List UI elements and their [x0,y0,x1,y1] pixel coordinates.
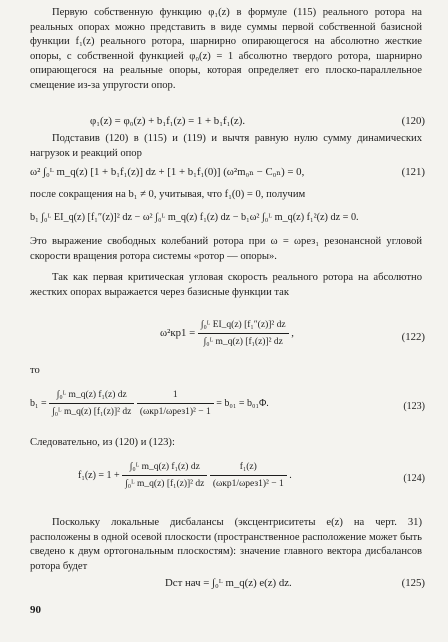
fraction-denominator: ∫₀ᴸ m_q(z) [f₁(z)]² dz [125,479,205,489]
fraction [49,388,134,419]
equation-body [160,318,294,349]
fraction [122,460,207,491]
paragraph-substitution: Подставив (120) в (115) и (119) и вычтя равную нулю сумму динамических нагрузок и реакций опор [30,133,422,159]
equation-body: b₁ ∫₀ᴸ EI_q(z) [f₁″(z)]² dz − ω² ∫₀ᴸ m_q(z) f₁(z) dz − b₁ω² ∫₀ᴸ m_q(z) f₁²(z) dz = 0. [30,212,359,223]
equation-number: (121) [401,166,425,178]
equation-mid: = b₀₁ [216,397,237,409]
paragraph-then: то [30,365,40,376]
equation-body [78,460,292,491]
equation-body: Dст нач = ∫₀ᴸ m_q(z) e(z) dz. [165,577,292,589]
equation-number: (120) [401,115,425,127]
fraction [210,460,287,491]
equation-number: (122) [401,331,425,343]
paragraph-critical-speed: Так как первая критическая угловая скорость реального ротора на абсолютно жестких опорах выражается через базисные функции так [30,272,422,298]
fraction-numerator: 1 [137,388,214,404]
page-number: 90 [30,604,41,616]
paragraph-hence: Следовательно, из (120) и (123): [30,437,175,448]
equation-lhs: ω²кр1 = [160,326,196,339]
paragraph-local-unbalance: Поскольку локальные дисбалансы (эксцентриситеты e(z) на черт. 31) расположены в одной осевой плоскости (пространственное расположение может быть сведено к двум ортогональным плоскостям): значение главного вектора дисбалансов ротора будет [30,517,422,572]
equation-123 [30,388,425,428]
equation-124 [30,460,425,500]
equation-tail: . [289,469,292,481]
fraction-numerator: ∫₀ᴸ EI_q(z) [f₁″(z)]² dz [198,318,289,334]
fraction [198,318,289,349]
paragraph-reduction: после сокращения на b₁ ≠ 0, учитывая, что f₁(0) = 0, получим [30,189,306,200]
equation-tail: = b₀₁Φ. [238,397,269,409]
equation-lhs: f₁(z) = 1 + [78,469,120,481]
fraction-denominator: ∫₀ᴸ m_q(z) [f₁(z)]² dz [203,337,283,347]
fraction-denominator: (ωкр1/ωрез1)² − 1 [139,407,211,417]
equation-tail: , [291,326,294,339]
fraction-numerator: ∫₀ᴸ m_q(z) f₁(z) dz [49,388,134,404]
equation-122 [30,318,425,358]
fraction [137,388,214,419]
fraction-denominator: (ωкр1/ωрез1)² − 1 [212,479,284,489]
paragraph-eigenfunction: Первую собственную функцию φ₁(z) в формуле (115) реального ротора на реальных опорах можно представить в виде суммы первой собственной базисной функции f₁(z) реального ротора, шарнирно опирающегося на абсолютно жесткие опоры, с собственной функцией φ₀(z) = 1 абсолютно твердого ротора, шарнирно опирающегося на реальные опоры, которая определяет его плоско-параллельное смещение из-за упругости опор. [30,7,422,91]
equation-body: ω² ∫₀ᴸ m_q(z) [1 + b₁f₁(z)] dz + [1 + b₁f₁(0)] (ω²m₀ₙ − C₀ₙ) = 0, [30,166,305,178]
fraction-denominator: ∫₀ᴸ m_q(z) [f₁(z)]² dz [52,407,132,417]
equation-number: (123) [403,401,425,412]
paragraph-resonance: Это выражение свободных колебаний ротора при ω = ωрез₁ резонансной угловой скорости вращения ротора системы «ротор — опоры». [30,236,422,262]
equation-number: (125) [401,577,425,589]
equation-number: (124) [403,473,425,484]
equation-lhs: b₁ = [30,397,47,409]
fraction-numerator: f₁(z) [210,460,287,476]
equation-body: φ₁(z) = φ₀(z) + b₁f₁(z) = 1 + b₁f₁(z). [90,115,246,127]
fraction-numerator: ∫₀ᴸ m_q(z) f₁(z) dz [122,460,207,476]
equation-body [30,388,269,419]
